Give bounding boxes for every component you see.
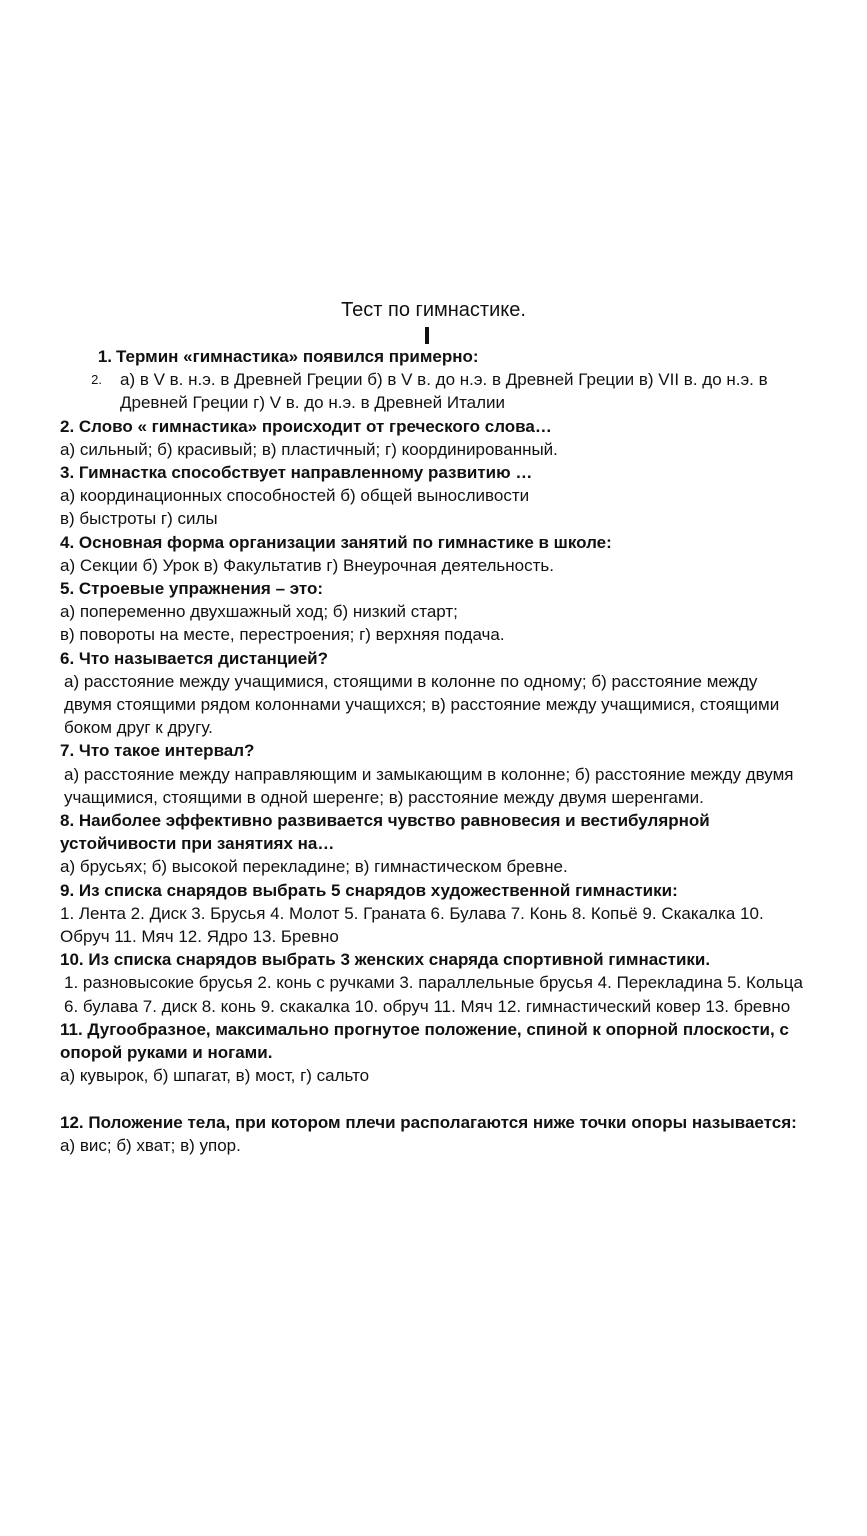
answer-11: а) кувырок, б) шпагат, в) мост, г) сальто <box>60 1066 370 1086</box>
blank-line <box>60 1088 805 1111</box>
answer-5-line-1: а) попеременно двухшажный ход; б) низкий старт; <box>60 602 458 622</box>
question-1 <box>60 345 805 368</box>
answer-6: а) расстояние между учащимися, стоящими в колонне по одному; б) расстояние между двумя стоящими рядом колоннами учащихся; в) расстояние между учащимися, стоящими боком друг к другу. <box>64 671 780 738</box>
text-cursor-mark <box>425 327 429 344</box>
answer-3-line-2: в) быстроты г) силы <box>60 509 218 529</box>
page-title: Тест по гимнастике. <box>341 299 526 321</box>
answer-7: а) расстояние между направляющим и замыкающим в колонне; б) расстояние между двумя учащимися, стоящими в одной шеренге; в) расстояние между двумя шеренгами. <box>64 764 794 807</box>
answer-2: а) сильный; б) красивый; в) пластичный; г) координированный. <box>60 439 558 459</box>
question-12: 12. Положение тела, при котором плечи располагаются ниже точки опоры называется: <box>60 1112 797 1132</box>
answer-12: а) вис; б) хват; в) упор. <box>60 1135 241 1155</box>
question-11: 11. Дугообразное, максимально прогнутое положение, спиной к опорной плоскости, с опорой руками и ногами. <box>60 1019 789 1063</box>
question-8: 8. Наиболее эффективно развивается чувство равновесия и вестибулярной устойчивости при занятиях на… <box>60 811 710 854</box>
answer-1 <box>60 368 805 414</box>
question-3: 3. Гимнастка способствует направленному развитию … <box>60 463 533 483</box>
question-1-number: 1. <box>97 347 112 366</box>
answer-9: 1. Лента 2. Диск 3. Брусья 4. Молот 5. Граната 6. Булава 7. Конь 8. Копьё 9. Скакалка 10. Обруч 11. Мяч 12. Ядро 13. Бревно <box>60 903 764 947</box>
answer-3-line-1: а) координационных способностей б) общей выносливости <box>60 486 530 506</box>
answer-8: а) брусьях; б) высокой перекладине; в) гимнастическом бревне. <box>60 857 568 877</box>
question-7: 7. Что такое интервал? <box>60 741 255 761</box>
question-4: 4. Основная форма организации занятий по гимнастике в школе: <box>60 532 612 552</box>
question-5: 5. Строевые упражнения – это: <box>60 579 324 599</box>
answer-1-number: 2. <box>91 372 102 388</box>
answer-5-line-2: в) повороты на месте, перестроения; г) верхняя подача. <box>60 625 505 645</box>
answer-4: а) Секции б) Урок в) Факультатив г) Внеурочная деятельность. <box>60 555 554 575</box>
answer-1-text: а) в V в. н.э. в Древней Греции б) в V в. до н.э. в Древней Греции в) VII в. до н.э. в Древней Греции г) V в. до н.э. в Древней Италии <box>120 370 768 413</box>
question-1-text: Термин «гимнастика» появился примерно: <box>116 347 479 366</box>
answer-10: 1. разновысокие брусья 2. конь с ручками 3. параллельные брусья 4. Перекладина 5. Кольца 6. булава 7. диск 8. конь 9. скакалка 10. обруч 11. Мяч 12. гимнастический ковер 13. бревно <box>64 973 804 1016</box>
question-10: 10. Из списка снарядов выбрать 3 женских снаряда спортивной гимнастики. <box>60 950 711 970</box>
question-9: 9. Из списка снарядов выбрать 5 снарядов художественной гимнастики: <box>60 880 678 900</box>
question-6: 6. Что называется дистанцией? <box>60 648 328 668</box>
question-2: 2. Слово « гимнастика» происходит от греческого слова… <box>60 416 552 436</box>
test-content <box>60 345 805 1157</box>
